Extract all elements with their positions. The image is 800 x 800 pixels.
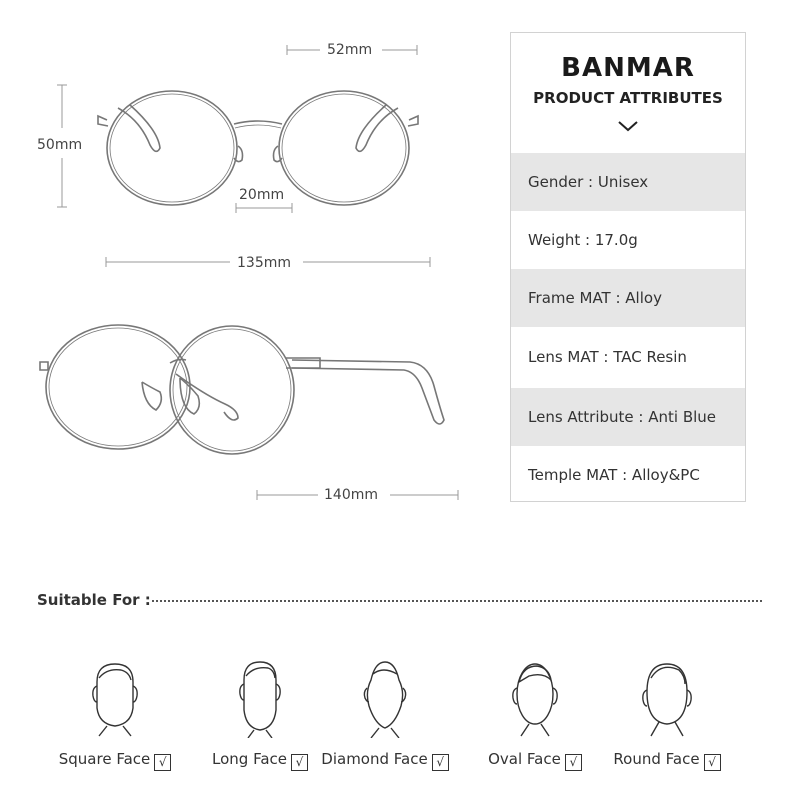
left-temple-front xyxy=(118,105,160,151)
checkbox-icon: √ xyxy=(432,754,449,771)
face-diamond xyxy=(310,658,460,771)
checkbox-icon: √ xyxy=(291,754,308,771)
attribute-row-weight: Weight : 17.0g xyxy=(528,231,638,249)
left-lens-front xyxy=(107,91,237,205)
face-label-diamond: Diamond Face √ xyxy=(321,750,448,771)
lens-width-label: 52mm xyxy=(327,42,373,58)
left-hinge-side xyxy=(40,362,48,370)
checkbox-icon: √ xyxy=(565,754,582,771)
face-label-long: Long Face √ xyxy=(212,750,308,771)
temple-length-label: 140mm xyxy=(324,487,378,503)
face-oval xyxy=(460,658,610,771)
left-endpiece xyxy=(98,116,108,126)
face-square xyxy=(40,658,190,771)
panel-subtitle: PRODUCT ATTRIBUTES xyxy=(533,89,723,107)
attribute-row-frame-mat: Frame MAT : Alloy xyxy=(511,269,745,327)
attribute-row-lens-mat: Lens MAT : TAC Resin xyxy=(528,348,687,366)
frame-width-label: 135mm xyxy=(237,255,291,271)
nosepad-side-left xyxy=(142,382,161,410)
chevron-down-icon xyxy=(617,119,639,133)
square-face-icon xyxy=(85,658,145,738)
bridge-front xyxy=(234,121,282,124)
product-attributes-panel xyxy=(510,32,746,502)
right-temple-front xyxy=(356,105,398,151)
face-round xyxy=(592,658,742,771)
right-lens-side xyxy=(170,326,294,454)
diamond-face-icon xyxy=(355,658,415,738)
right-nosepad xyxy=(274,146,283,162)
attribute-row-temple-mat: Temple MAT : Alloy&PC xyxy=(528,466,700,484)
bridge-width-label: 20mm xyxy=(239,187,285,203)
checkbox-icon: √ xyxy=(704,754,721,771)
left-nosepad xyxy=(234,146,243,162)
left-lens-front-inner xyxy=(110,94,234,202)
rear-temple-side xyxy=(176,374,238,420)
dotted-divider xyxy=(152,600,762,602)
glasses-diagram xyxy=(0,0,500,560)
brand-logo: BANMAR xyxy=(561,53,695,83)
right-lens-front xyxy=(279,91,409,205)
lens-height-label: 50mm xyxy=(37,137,83,153)
attribute-row-lens-attribute: Lens Attribute : Anti Blue xyxy=(511,388,745,446)
right-endpiece xyxy=(408,116,418,126)
face-label-round: Round Face √ xyxy=(613,750,720,771)
suitable-for-heading: Suitable For : xyxy=(37,591,151,609)
attribute-row-gender: Gender : Unisex xyxy=(511,153,745,211)
face-label-oval: Oval Face √ xyxy=(488,750,582,771)
checkbox-icon: √ xyxy=(154,754,171,771)
left-lens-side xyxy=(46,325,190,449)
right-lens-front-inner xyxy=(282,94,406,202)
long-face-icon xyxy=(230,658,290,738)
round-face-icon xyxy=(637,658,697,738)
temple-side xyxy=(292,360,444,424)
oval-face-icon xyxy=(505,658,565,738)
face-label-square: Square Face √ xyxy=(59,750,172,771)
